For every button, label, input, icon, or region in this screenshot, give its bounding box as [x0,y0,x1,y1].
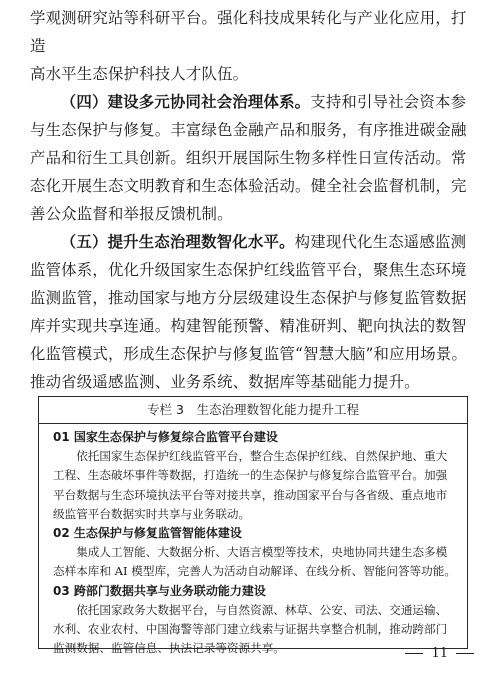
section-heading: 02 生态保护与修复监管智能体建设 [53,526,242,541]
section-heading: 01 国家生态保护与修复综合监管平台建设 [53,430,278,444]
paragraph-heading: （五）提升生态治理数智化水平。 [60,233,295,251]
box-body [39,424,467,658]
paragraph-line-2: 高水平生态保护科技人才队伍。 [30,65,249,83]
paragraph-social-governance [30,88,476,228]
paragraph-text: 支持和引导社会资本参与生态保护与修复。丰富绿色金融产品和服务，有序推进碳金融产品和衍生工具创新。组织开展国际生物多样性日宣传活动。常态化开展生态文明教育和生态体验活动。健全社会监督机制，完善公众监督和举报反馈机制。 [30,93,467,223]
paragraph-heading: （四）建设多元协同社会治理体系。 [60,93,311,111]
section-text: 依托国家政务大数据平台，与自然资源、林草、公安、司法、交通运输、水利、农业农村、中国海警等部门建立线索与证据共享整合机制，推动跨部门监测数据、监管信息、执法记录等资源共享。 [53,602,448,656]
paragraph-text: 构建现代化生态遥感监测监管体系，优化升级国家生态保护红线监管平台，聚焦生态环境监测监管，推动国家与地方分层级建设生态保护与修复监管数据库并实现共享连通。构建智能预警、精准研判、靶向执法的数智化监管模式，形成生态保护与修复监管“智慧大脑”和应用场景。推动省级遥感监测、业务系统、数据库等基础能力提升。 [30,233,468,391]
dash-left [405,653,423,654]
paragraph-digital-governance [30,228,476,396]
section-heading: 03 跨部门数据共享与业务联动能力建设 [53,583,266,598]
section-text: 依托国家生态保护红线监管平台，整合生态保护红线、自然保护地、重大工程、生态破坏事件等数据，打造统一的生态保护与修复综合监管平台。加强平台数据与生态环境执法平台等对接共享，推动国家平台与各省级、重点地市级监管平台数据实时共享与业务联动。 [53,449,448,521]
dash-right [456,653,474,654]
page-number-text: 11 [431,646,448,661]
paragraph-continuation [30,4,476,88]
box-title: 专栏 3 生态治理数智化能力提升工程 [39,397,467,424]
page-number [405,646,474,661]
box-section [53,582,457,659]
box-section [53,524,457,582]
box-section [53,428,457,524]
section-text: 集成人工智能、大数据分析、大语言模型等技术，央地协同共建生态多模态样本库和 AI 模型库，完善人为活动自动解译、在线分析、智能问答等功能。 [53,545,456,579]
body-text [30,4,476,396]
paragraph-line-1: 学观测研究站等科研平台。强化科技成果转化与产业化应用，打造 [30,9,467,55]
